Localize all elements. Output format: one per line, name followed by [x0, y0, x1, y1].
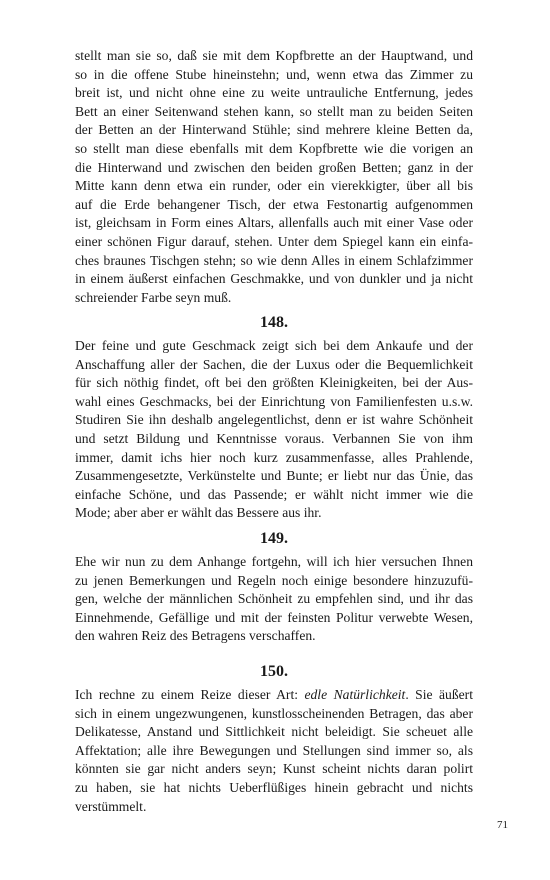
paragraph-line: Mode; aber aber er wählt das Bessere aus ihr.	[75, 505, 322, 521]
paragraph-line: Einnehmende, Gefällige und mit der feinsten Politur verwebte Wesen,	[75, 609, 473, 625]
paragraph-line: stellt man sie so, daß sie mit dem Kopfbrette an der Hauptwand, und	[75, 48, 473, 63]
paragraph-149	[75, 553, 473, 646]
paragraph-line: breit ist, und nicht ohne eine zu weite untrauliche Entfernung, jedes	[75, 85, 473, 101]
paragraph-line: immer, damit ichs hier noch kurz zusammenfasse, alles Prahlende,	[75, 449, 473, 465]
paragraph-line: Ehe wir nun zu dem Anhange fortgehn, will ich hier versuchen Ihnen	[75, 554, 473, 569]
paragraph-line: Zusammengesetzte, Verkünstelte und Bunte; er liebt nur das Ünie, das	[75, 468, 473, 484]
paragraph-line: einfache Schöne, und das Passende; er wählt nicht immer wie die	[75, 486, 473, 502]
paragraph-line: Studiren Sie ihn deshalb angelegentlichst, denn er ist wahre Schönheit	[75, 412, 473, 428]
paragraph-line: ches braunes Tischgen stehn; so wie denn Alles in einem Schlafzimmer	[75, 252, 473, 268]
paragraph-line: Anschaffung aller der Sachen, die der Luxus oder die Bequemlichkeit	[75, 356, 473, 372]
paragraph-line: könnten sie gar nicht anders seyn; Kunst scheint nichts daran polirt	[75, 761, 473, 777]
paragraph-continued	[75, 47, 473, 307]
paragraph-line: verstümmelt.	[75, 798, 147, 814]
paragraph-148	[75, 337, 473, 523]
paragraph-line: Der feine und gute Geschmack zeigt sich bei dem Ankaufe und der	[75, 338, 473, 353]
section-heading-149: 149.	[260, 530, 288, 547]
paragraph-line: Ich rechne zu einem Reize dieser Art: edle Natürlichkeit. Sie äußert	[75, 687, 473, 702]
paragraph-line: einer schönen Figur darauf, stehen. Unter dem Spiegel kann ein einfa-	[75, 233, 473, 249]
paragraph-line: sich in einem ungezwungenen, kunstlosscheinenden Betragen, das aber	[75, 705, 473, 721]
paragraph-line: auf die Erde behangener Tisch, der etwa Festonartig aufgenommen	[75, 196, 473, 212]
paragraph-line: schreiender Farbe seyn muß.	[75, 289, 232, 305]
paragraph-line: der Betten an der Hinterwand Stühle; sind mehrere kleine Betten da,	[75, 122, 473, 138]
paragraph-line: Bett an einer Seitenwand stehen kann, so stellt man zu beiden Seiten	[75, 103, 473, 119]
section-heading-148: 148.	[260, 314, 288, 331]
paragraph-line: in einem äußerst einfachen Geschmakke, und von dunkler und ja nicht	[75, 271, 473, 287]
paragraph-line: und setzt Bildung und Kenntnisse voraus. Verbannen Sie von ihm	[75, 430, 473, 446]
paragraph-line: zu haben, sie hat nichts Ueberflüßiges hinein gebracht und nichts	[75, 779, 473, 795]
paragraph-line: zu jenen Bemerkungen und Regeln noch einige besondere hinzuzufü-	[75, 572, 473, 588]
paragraph-150	[75, 686, 473, 816]
paragraph-line: für sich nöthig findet, oft bei den größten Kleinigkeiten, bei der Aus-	[75, 375, 473, 391]
paragraph-line: die Hinterwand und zwischen den beiden großen Betten; ganz in der	[75, 159, 473, 175]
paragraph-line: Mitte kann denn etwa ein runder, oder ein vierekkigter, über all bis	[75, 178, 473, 194]
paragraph-line: Affektation; alle ihre Bewegungen und Stellungen sind immer so, als	[75, 742, 473, 758]
section-heading-150: 150.	[260, 663, 288, 680]
paragraph-line: so stellt man diese ebenfalls mit dem Kopfbrette wie die vorigen an	[75, 140, 473, 156]
paragraph-line: gen, welche der männlichen Schönheit zu empfehlen sind, und ihr das	[75, 591, 473, 607]
paragraph-line: ist, gleichsam in Form eines Altars, allenfalls auch mit einer Vase oder	[75, 215, 473, 231]
paragraph-line: den wahren Reiz des Betragens verschaffen.	[75, 628, 316, 644]
emphasis-text: edle Natürlichkeit	[304, 687, 406, 702]
page-number: 71	[497, 819, 508, 831]
paragraph-line: Delikatesse, Anstand und Sittlichkeit nicht beleidigt. Sie scheuet alle	[75, 724, 473, 740]
paragraph-line: wahl eines Geschmacks, bei der Einrichtung von Familienfesten u.s.w.	[75, 393, 473, 409]
paragraph-line: so in die offene Stube hineinstehn; und, wenn etwa das Zimmer zu	[75, 66, 473, 82]
